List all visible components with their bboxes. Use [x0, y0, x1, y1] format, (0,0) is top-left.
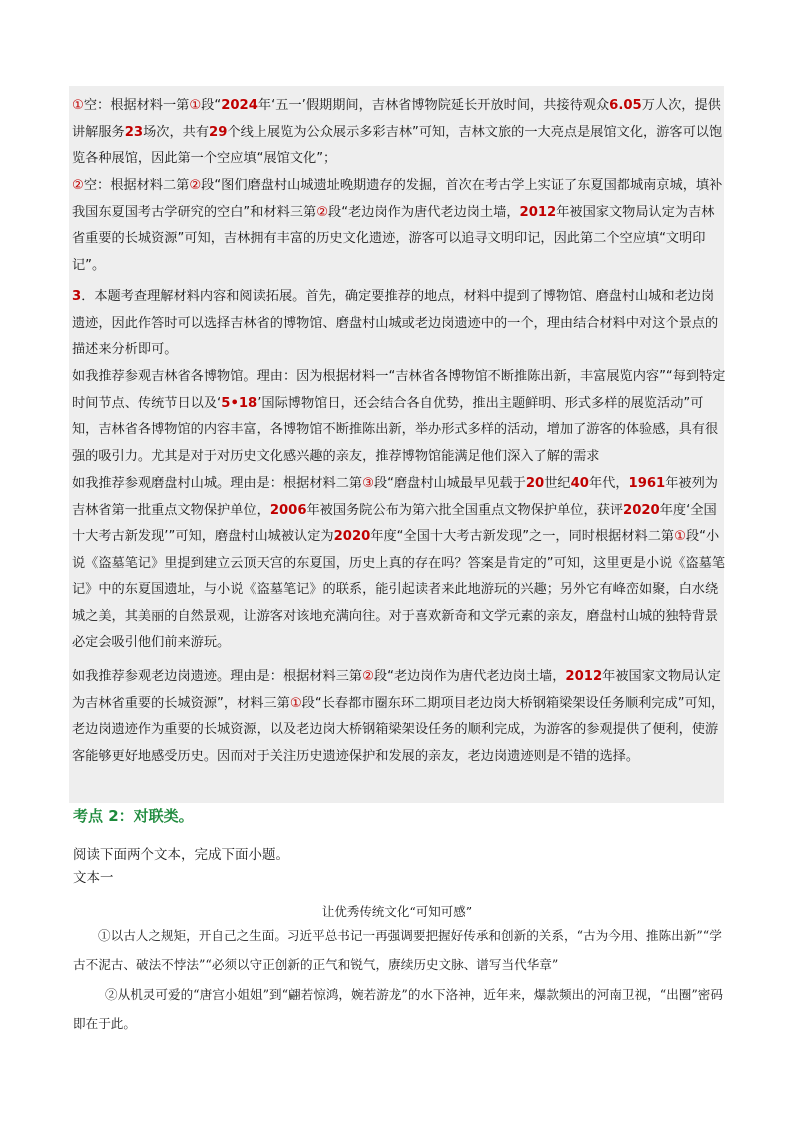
- article-paragraph-1: ①以古人之规矩，开自己之生面。习近平总书记一再强调要把握好传承和创新的关系，“古为今用、推陈出新”“学古不泥古、破法不悖法”“必须以守正创新的正气和锐气，赓续历史文脉、谱写当代华章”: [73, 928, 722, 972]
- answer-paragraph-1: ①空：根据材料一第①段“2024年‘五一’假期期间，吉林省博物院延长开放时间，共接待观众6.05万人次，提供讲解服务23场次，共有29个线上展览为公众展示多彩吉林”可知，吉林文旅的一大亮点是展馆文化，游客可以饱览各种展馆，因此第一个空应填“展馆文化”；: [72, 98, 723, 166]
- circle-number: ②: [316, 204, 329, 220]
- circle-number: ②: [72, 178, 84, 193]
- circle-number: ①: [189, 98, 202, 113]
- circle-number: ①: [72, 98, 84, 113]
- circle-number: ③: [362, 476, 374, 491]
- answer-paragraph-6: 如我推荐参观老边岗遗迹。理由是：根据材料三第②段“老边岗作为唐代老边岗土墙，2012年被国家文物局认定为吉林省重要的长城资源”，材料三第①段“长春都市圈东环二期项目老边岗大桥钢箱梁架设任务顺利完成”可知，老边岗遗迹作为重要的长城资源，以及老边岗大桥钢箱梁架设任务的顺利完成，为游客的参观提供了便利，使游客能够更好地感受历史。因而对于关注历史遗迹保护和发展的亲友，老边岗遗迹则是不错的选择。: [72, 669, 725, 764]
- answer-paragraph-4: 如我推荐参观吉林省各博物馆。理由：因为根据材料一“吉林省各博物馆不断推陈出新，丰富展览内容”“每到特定时间节点、传统节日以及‘5•18’国际博物馆日，还会结合各自优势，推出主题鲜明、形式多样的展览活动”可知，吉林省各博物馆的内容丰富，各博物馆不断推陈出新，举办形式多样的活动，增加了游客的体验感，具有很强的吸引力。尤其是对于对历史文化感兴趣的亲友，推荐博物馆能满足他们深入了解的需求: [72, 369, 726, 464]
- circle-number: ①: [674, 529, 686, 544]
- instruction-text: 阅读下面两个文本，完成下面小题。: [73, 847, 289, 863]
- circle-number: ②: [362, 669, 374, 684]
- question-number: 3: [72, 289, 82, 304]
- answer-paragraph-5: 如我推荐参观磨盘村山城。理由是：根据材料二第③段“磨盘村山城最早见载于20世纪40年代，1961年被列为吉林省第一批重点文物保护单位，2006年被国务院公布为第六批全国重点文物保护单位，获评2020年度‘全国十大考古新发现’”可知，磨盘村山城被认定为2020年度“全国十大考古新发现”之一，同时根据材料二第①段“小说《盗墓笔记》里提到建立云顶天宫的东夏国，历史上真的存在吗？答案是肯定的”可知，这里更是小说《盗墓笔记》中的东夏国遗址，与小说《盗墓笔记》的联系，能引起读者来此地游玩的兴趣；另外它有峰峦如聚，白水绕城之美，其美丽的自然景观，让游客对该地充满向往。对于喜欢新奇和文学元素的亲友，磨盘村山城的独特背景必定会吸引他们前来游玩。: [72, 476, 726, 650]
- answer-paragraph-2: ②空：根据材料二第②段“图们磨盘村山城遗址晚期遗存的发掘，首次在考古学上实证了东夏国都城南京城，填补我国东夏国考古学研究的空白”和材料三第②段“老边岗作为唐代老边岗土墙，2012年被国家文物局认定为吉林省重要的长城资源”可知，吉林拥有丰富的历史文化遗迹，游客可以追寻文明印记，因此第二个空应填“文明印记”。: [72, 178, 723, 273]
- section-heading: 考点 2：对联类。: [73, 807, 194, 825]
- circle-number: ②: [189, 178, 202, 193]
- answer-paragraph-3: 3．本题考查理解材料内容和阅读拓展。首先，确定要推荐的地点，材料中提到了博物馆、磨盘村山城和老边岗遗迹，因此作答时可以选择吉林省的博物馆、磨盘村山城或老边岗遗迹中的一个，理由结合材料中对这个景点的描述来分析即可。: [72, 289, 719, 357]
- circle-number: ①: [289, 695, 302, 711]
- text-label: 文本一: [73, 870, 114, 886]
- article-title: 让优秀传统文化“可知可感”: [321, 904, 473, 919]
- article-paragraph-2: ②从机灵可爱的“唐宫小姐姐”到“翩若惊鸿，婉若游龙”的水下洛神，近年来，爆款频出的河南卫视，“出圈”密码即在于此。: [73, 987, 723, 1031]
